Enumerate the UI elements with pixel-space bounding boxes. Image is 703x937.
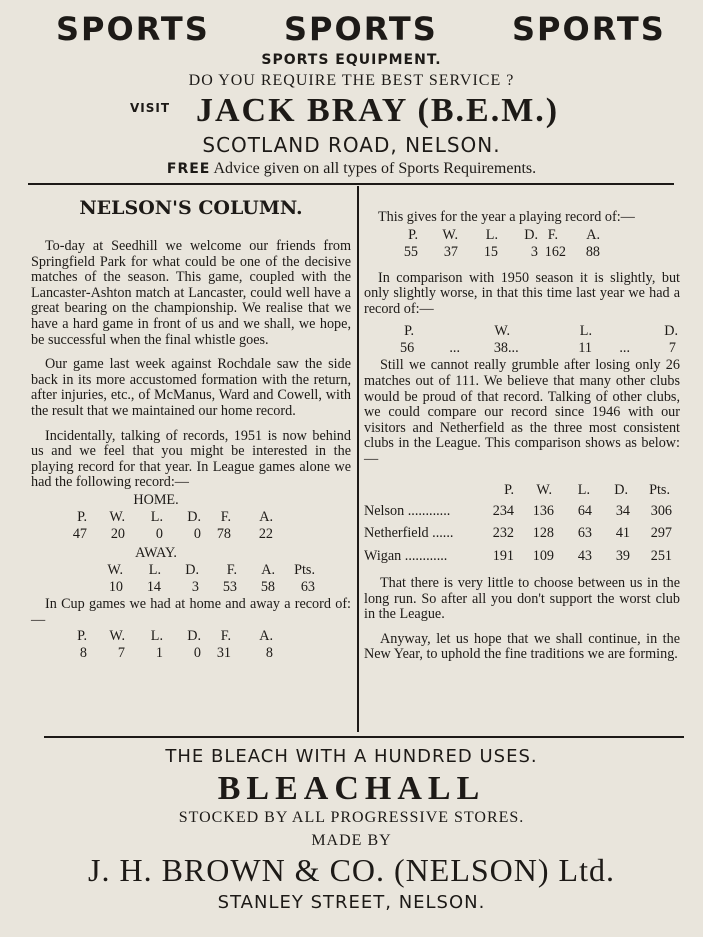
home-value-w: 20: [110, 525, 125, 542]
away-header-pts: Pts.: [294, 561, 315, 578]
cup-header-f: F.: [220, 628, 231, 645]
home-header-d: D.: [187, 508, 201, 525]
away-value-f: 53: [222, 578, 237, 595]
comparison-row-wigan: [364, 545, 680, 568]
comparison-header-w: W.: [536, 481, 552, 498]
club-d: 34: [615, 502, 630, 519]
sports-word-3: SPORTS: [512, 10, 666, 48]
year-value-f: 162: [544, 243, 566, 260]
year-header-l: L.: [485, 226, 498, 243]
year-value-w: 37: [443, 243, 458, 260]
home-header-p: P.: [77, 508, 87, 525]
club-d: 41: [615, 525, 630, 542]
left-paragraph-1: To-day at Seedhill we welcome our friends from Springfield Park for what could be one of the decisive matches of the season. This game, coupled with the Lancaster-Ashton match at Lancaster, could well have a great bearing on the championship. We realise that we have a hard game in front of us and we shall, we hope, be successful when the final whistle goes.: [31, 238, 351, 348]
bleachall-brand: BLEACHALL: [217, 770, 486, 807]
comparison-header-p: P.: [504, 481, 514, 498]
year-headers: [400, 227, 680, 244]
year-header-p: P.: [408, 226, 418, 243]
right-paragraph-1: This gives for the year a playing record of:—: [378, 209, 635, 225]
prev-value-w: 38: [493, 340, 508, 357]
cup-headers: [69, 628, 351, 645]
year-value-l: 15: [483, 243, 498, 260]
prev-header-w: W.: [494, 323, 510, 340]
prev-values: 56 ... 38 ... 11 ... 7: [400, 340, 676, 357]
column-title: NELSON'S COLUMN.: [79, 197, 303, 219]
home-values: [69, 526, 351, 543]
comparison-row-nelson: [364, 500, 680, 523]
club-name: Netherfield ......: [364, 525, 454, 542]
club-pts: 306: [650, 502, 672, 519]
year-header-f: F.: [547, 226, 558, 243]
bleach-tagline: THE BLEACH WITH A HUNDRED USES.: [165, 746, 538, 767]
right-column: [364, 210, 680, 663]
away-header-f: F.: [226, 561, 237, 578]
club-p: 191: [492, 547, 514, 564]
column-divider: [357, 186, 359, 732]
cup-value-l: 1: [155, 645, 163, 662]
year-value-p: 55: [403, 243, 418, 260]
sports-word-2: SPORTS: [284, 10, 438, 48]
away-value-l: 14: [146, 578, 161, 595]
cup-value-p: 8: [79, 645, 87, 662]
comparison-header-d: D.: [614, 481, 628, 498]
jack-bray-name: JACK BRAY (B.E.M.): [196, 92, 560, 129]
club-name: Nelson ............: [364, 502, 451, 519]
away-header-d: D.: [185, 561, 199, 578]
right-paragraph-5: Anyway, let us hope that we shall continue, in the New Year, to uphold the fine traditions we are forming.: [364, 630, 680, 663]
away-headers: [105, 562, 351, 579]
club-name: Wigan ............: [364, 547, 448, 564]
away-value-pts: 63: [300, 578, 315, 595]
year-header-w: W.: [442, 226, 458, 243]
company-name: J. H. BROWN & CO. (NELSON) Ltd.: [88, 852, 615, 888]
home-header-w: W.: [109, 508, 125, 525]
cup-header-d: D.: [187, 628, 201, 645]
home-value-a: 22: [258, 525, 273, 542]
prev-headers: [400, 323, 680, 340]
comparison-header-pts: Pts.: [649, 481, 670, 498]
club-p: 232: [492, 525, 514, 542]
free-advice-line: [0, 160, 703, 178]
cup-value-d: 0: [193, 645, 201, 662]
year-value-d: 3: [530, 243, 538, 260]
cup-values: [69, 645, 351, 662]
right-paragraph-4: That there is very little to choose between us in the long run. So after all you don't support the worst club in the League.: [364, 575, 680, 623]
company-street: STANLEY STREET, NELSON.: [217, 892, 486, 913]
prev-header-l: L.: [579, 323, 592, 340]
away-value-a: 58: [260, 578, 275, 595]
year-header-a: A.: [586, 226, 600, 243]
away-value-w: 10: [108, 578, 123, 595]
sports-equipment-subtitle: SPORTS EQUIPMENT.: [261, 52, 442, 68]
cup-value-a: 8: [265, 645, 273, 662]
comparison-headers: [484, 480, 680, 500]
cup-header-w: W.: [109, 628, 125, 645]
cup-header-l: L.: [150, 628, 163, 645]
best-service-question: DO YOU REQUIRE THE BEST SERVICE ?: [188, 72, 515, 89]
prev-header-p: P.: [404, 323, 414, 340]
prev-value-p: 56: [400, 340, 415, 357]
away-values: [105, 579, 351, 596]
right-paragraph-3: Still we cannot really grumble after losing only 26 matches out of 111. We believe that many other clubs would be proud of that record. Talking of other clubs, we could compare our record since 1946 with our visitors and Netherfield as the three most consistent clubs in the League. This comparison shows as below:—: [364, 357, 680, 467]
header-rule: [28, 183, 674, 185]
left-paragraph-3: Incidentally, talking of records, 1951 is now behind us and we feel that you might be interested in the playing record for that year. In League games alone we had the following record:—: [31, 427, 351, 491]
away-value-d: 3: [191, 578, 199, 595]
cup-paragraph: In Cup games we had at home and away a record of:—: [31, 595, 351, 628]
club-w: 136: [532, 502, 554, 519]
home-header-a: A.: [259, 508, 273, 525]
visit-label: VISIT: [130, 101, 171, 115]
club-pts: 297: [650, 525, 672, 542]
home-headers: [69, 509, 351, 526]
away-header-l: L.: [148, 561, 161, 578]
prev-value-l: 11: [578, 340, 592, 357]
away-header-a: A.: [261, 561, 275, 578]
prev-value-d: 7: [668, 340, 676, 357]
home-header-l: L.: [150, 508, 163, 525]
advice-text: Advice given on all types of Sports Requirements.: [213, 160, 537, 177]
cup-value-w: 7: [117, 645, 125, 662]
prev-dots-3: ...: [619, 340, 630, 357]
comparison-row-netherfield: [364, 522, 680, 545]
home-value-f: 78: [216, 525, 231, 542]
left-column: [31, 188, 351, 662]
away-header-w: W.: [107, 561, 123, 578]
club-w: 128: [532, 525, 554, 542]
home-value-p: 47: [72, 525, 87, 542]
free-label: FREE: [166, 161, 211, 177]
right-paragraph-2: In comparison with 1950 season it is slightly, but only slightly worse, in that this time last year we had a record of:—: [364, 269, 680, 317]
club-pts: 251: [650, 547, 672, 564]
club-l: 63: [577, 525, 592, 542]
year-value-a: 88: [585, 243, 600, 260]
away-label: AWAY.: [135, 544, 177, 561]
cup-header-a: A.: [259, 628, 273, 645]
sports-word-1: SPORTS: [56, 10, 210, 48]
club-l: 64: [577, 502, 592, 519]
shop-address: SCOTLAND ROAD, NELSON.: [202, 133, 501, 157]
club-w: 109: [532, 547, 554, 564]
home-label: HOME.: [133, 491, 179, 508]
home-value-d: 0: [193, 525, 201, 542]
home-value-l: 0: [155, 525, 163, 542]
club-l: 43: [577, 547, 592, 564]
club-p: 234: [492, 502, 514, 519]
prev-header-d: D.: [664, 323, 678, 340]
left-paragraph-2: Our game last week against Rochdale saw the side back in its more accustomed formation with the return, after injuries, etc., of McManus, Ward and Cowell, with the result that we maintained our home record.: [31, 356, 351, 419]
home-header-f: F.: [220, 508, 231, 525]
comparison-header-l: L.: [577, 481, 590, 498]
cup-value-f: 31: [216, 645, 231, 662]
stocked-line: STOCKED BY ALL PROGRESSIVE STORES.: [178, 809, 525, 826]
club-d: 39: [615, 547, 630, 564]
prev-dots-1: ...: [449, 340, 460, 357]
year-values: [400, 244, 680, 261]
year-header-d: D.: [524, 226, 538, 243]
footer-rule: [44, 736, 684, 738]
cup-header-p: P.: [77, 628, 87, 645]
made-by-line: MADE BY: [311, 832, 392, 849]
